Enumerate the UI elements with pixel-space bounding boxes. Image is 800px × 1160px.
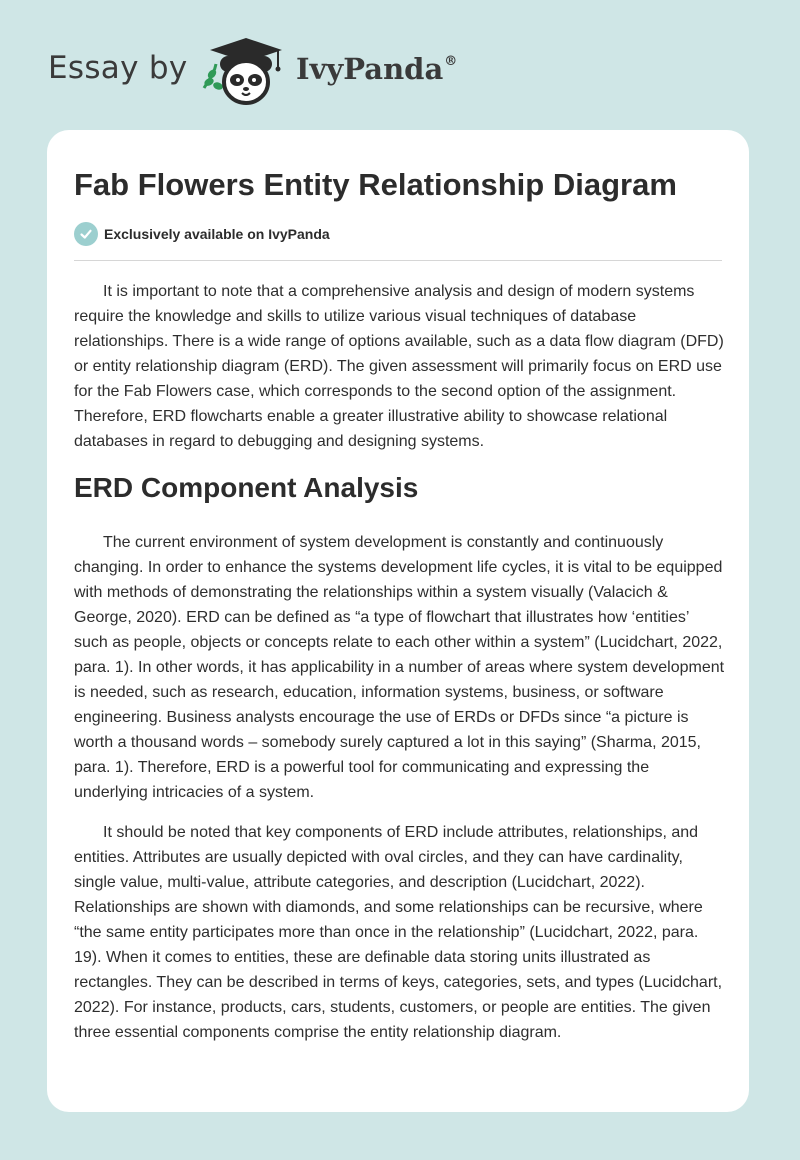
checkmark-icon	[74, 222, 98, 246]
ivypanda-wordmark	[296, 52, 457, 86]
exclusive-label: Exclusively available on IvyPanda	[104, 226, 330, 242]
brand-name-text: IvyPanda	[296, 52, 444, 86]
article-card	[47, 130, 749, 1112]
registered-mark: ®	[444, 54, 458, 69]
panda-graduate-icon	[200, 34, 292, 110]
essay-by-label: Essay by	[48, 50, 188, 86]
paragraph-environment	[74, 530, 726, 805]
paragraph-intro	[74, 279, 726, 454]
paragraph-text: It should be noted that key components of ERD include attributes, relationships, and entities. Attributes are usually depicted with oval circles, and they can have cardinality, single value, multi-value, attribute categories, and description (Lucidchart, 2022). Relationships are shown with diamonds, and some relationships can be recursive, where “the same entity participates more than once in the relationship” (Lucidchart, 2022, para. 19). When it comes to entities, these are definable data storing units illustrated as rectangles. They can be described in terms of keys, categories, sets, and types (Lucidchart, 2022). For instance, products, cars, students, customers, or people are entities. The given three essential components comprise the entity relationship diagram.	[74, 824, 723, 1041]
paragraph-text: It is important to note that a comprehensive analysis and design of modern systems require the knowledge and skills to utilize various visual techniques of database relationships. There is a wide range of options available, such as a data flow diagram (DFD) or entity relationship diagram (ERD). The given assessment will primarily focus on ERD use for the Fab Flowers case, which corresponds to the second option of the assignment. Therefore, ERD flowcharts enable a greater illustrative ability to showcase relational databases in regard to debugging and designing systems.	[74, 283, 724, 450]
site-header	[0, 0, 800, 130]
paragraph-text: The current environment of system development is constantly and continuously changing. In order to enhance the systems development life cycles, it is vital to be equipped with methods of demonstrating the relationships within a system visually (Valacich & George, 2020). ERD can be defined as “a type of flowchart that illustrates how ‘entities’ such as people, objects or concepts relate to each other within a system” (Lucidchart, 2022, para. 1). In other words, it has applicability in a number of areas where system development is needed, such as research, education, information systems, business, or software engineering. Business analysts encourage the use of ERDs or DFDs since “a picture is worth a thousand words – somebody surely captured a lot in this saying” (Sharma, 2015, para. 1). Therefore, ERD is a powerful tool for communicating and expressing the underlying intricacies of a system.	[74, 534, 725, 801]
page-title: Fab Flowers Entity Relationship Diagram	[74, 167, 677, 202]
divider	[74, 260, 722, 261]
paragraph-components	[74, 820, 726, 1045]
section-heading: ERD Component Analysis	[74, 472, 419, 503]
exclusive-badge	[74, 222, 330, 246]
